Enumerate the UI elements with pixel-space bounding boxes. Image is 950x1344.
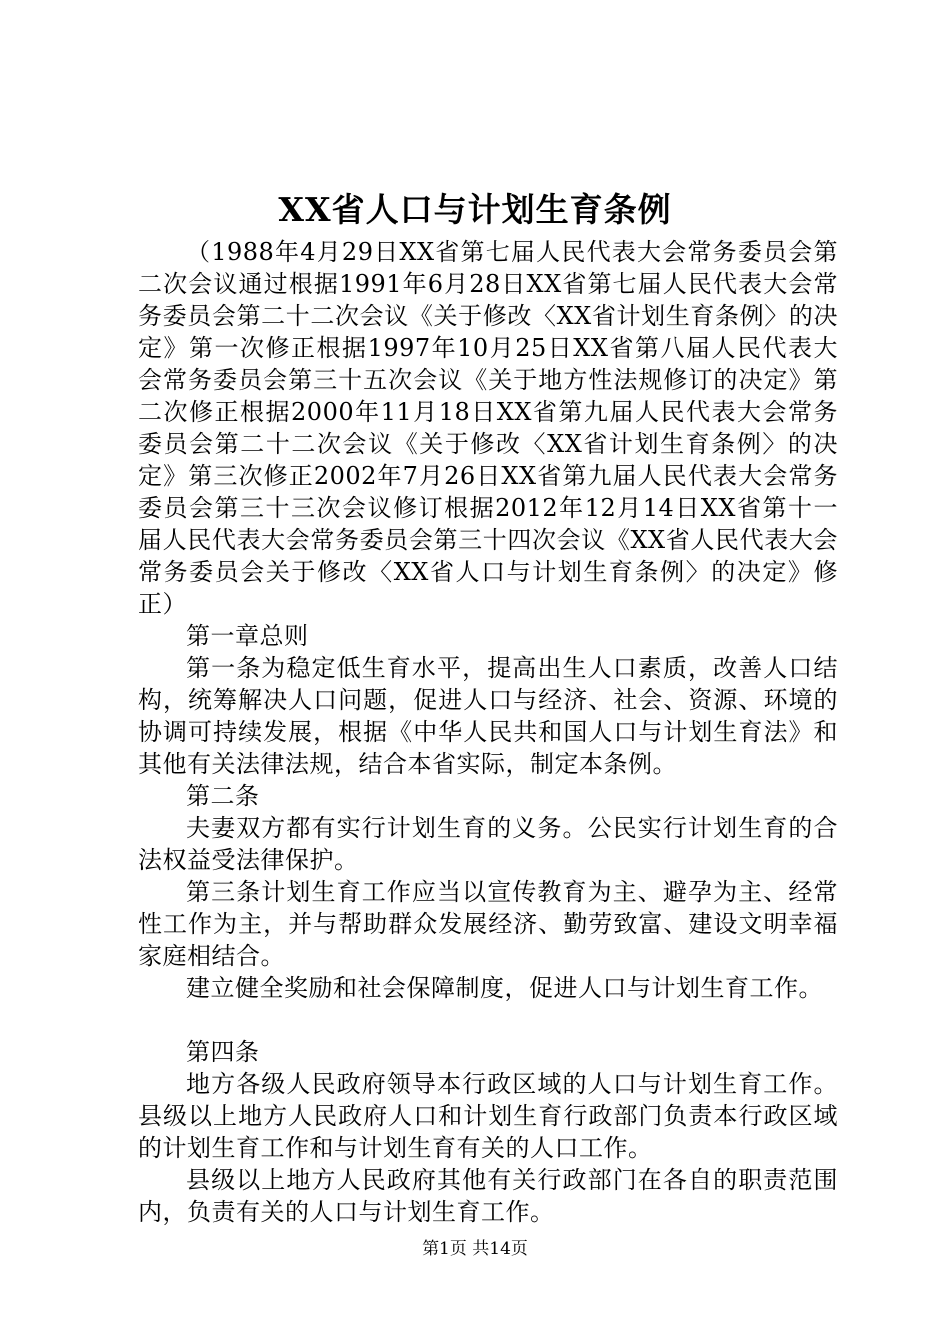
article-paragraph: 第三条计划生育工作应当以宣传教育为主、避孕为主、经常性工作为主，并与帮助群众发展经济、勤劳致富、建设文明幸福家庭相结合。 — [138, 878, 838, 970]
page-footer: 第1页 共14页 — [422, 1239, 528, 1259]
chapter-heading: 第一章总则 — [186, 622, 309, 650]
article-paragraph: 第一条为稳定低生育水平，提高出生人口素质，改善人口结构，统筹解决人口问题，促进人口与经济、社会、资源、环境的协调可持续发展，根据《中华人民共和国人口与计划生育法》和其他有关法律法规，结合本省实际，制定本条例。 — [138, 654, 838, 778]
article-paragraph: 地方各级人民政府领导本行政区域的人口与计划生育工作。县级以上地方人民政府人口和计划生育行政部门负责本行政区域的计划生育工作和与计划生育有关的人口工作。 — [138, 1070, 838, 1162]
article-paragraph: 夫妻双方都有实行计划生育的义务。公民实行计划生育的合法权益受法律保护。 — [138, 814, 838, 874]
paragraph-spacer — [138, 1004, 838, 1036]
article-heading: 第二条 — [186, 782, 260, 810]
article-heading: 第四条 — [186, 1038, 260, 1066]
document-body — [138, 236, 838, 1228]
preamble-paragraph: （1988年4月29日XX省第七届人民代表大会常务委员会第二次会议通过根据1991年6月28日XX省第七届人民代表大会常务委员会第二十二次会议《关于修改〈XX省计划生育条例〉的决定》第一次修正根据1997年10月25日XX省第八届人民代表大会常务委员会第三十五次会议《关于地方性法规修订的决定》第二次修正根据2000年11月18日XX省第九届人民代表大会常务委员会第二十二次会议《关于修改〈XX省计划生育条例〉的决定》第三次修正2002年7月26日XX省第九届人民代表大会常务委员会第三十三次会议修订根据2012年12月14日XX省第十一届人民代表大会常务委员会第三十四次会议《XX省人民代表大会常务委员会关于修改〈XX省人口与计划生育条例〉的决定》修正） — [138, 238, 838, 618]
article-paragraph: 县级以上地方人民政府其他有关行政部门在各自的职责范围内，负责有关的人口与计划生育工作。 — [138, 1166, 838, 1226]
document-title: XX省人口与计划生育条例 — [278, 190, 672, 229]
article-paragraph: 建立健全奖励和社会保障制度，促进人口与计划生育工作。 — [186, 974, 823, 1002]
